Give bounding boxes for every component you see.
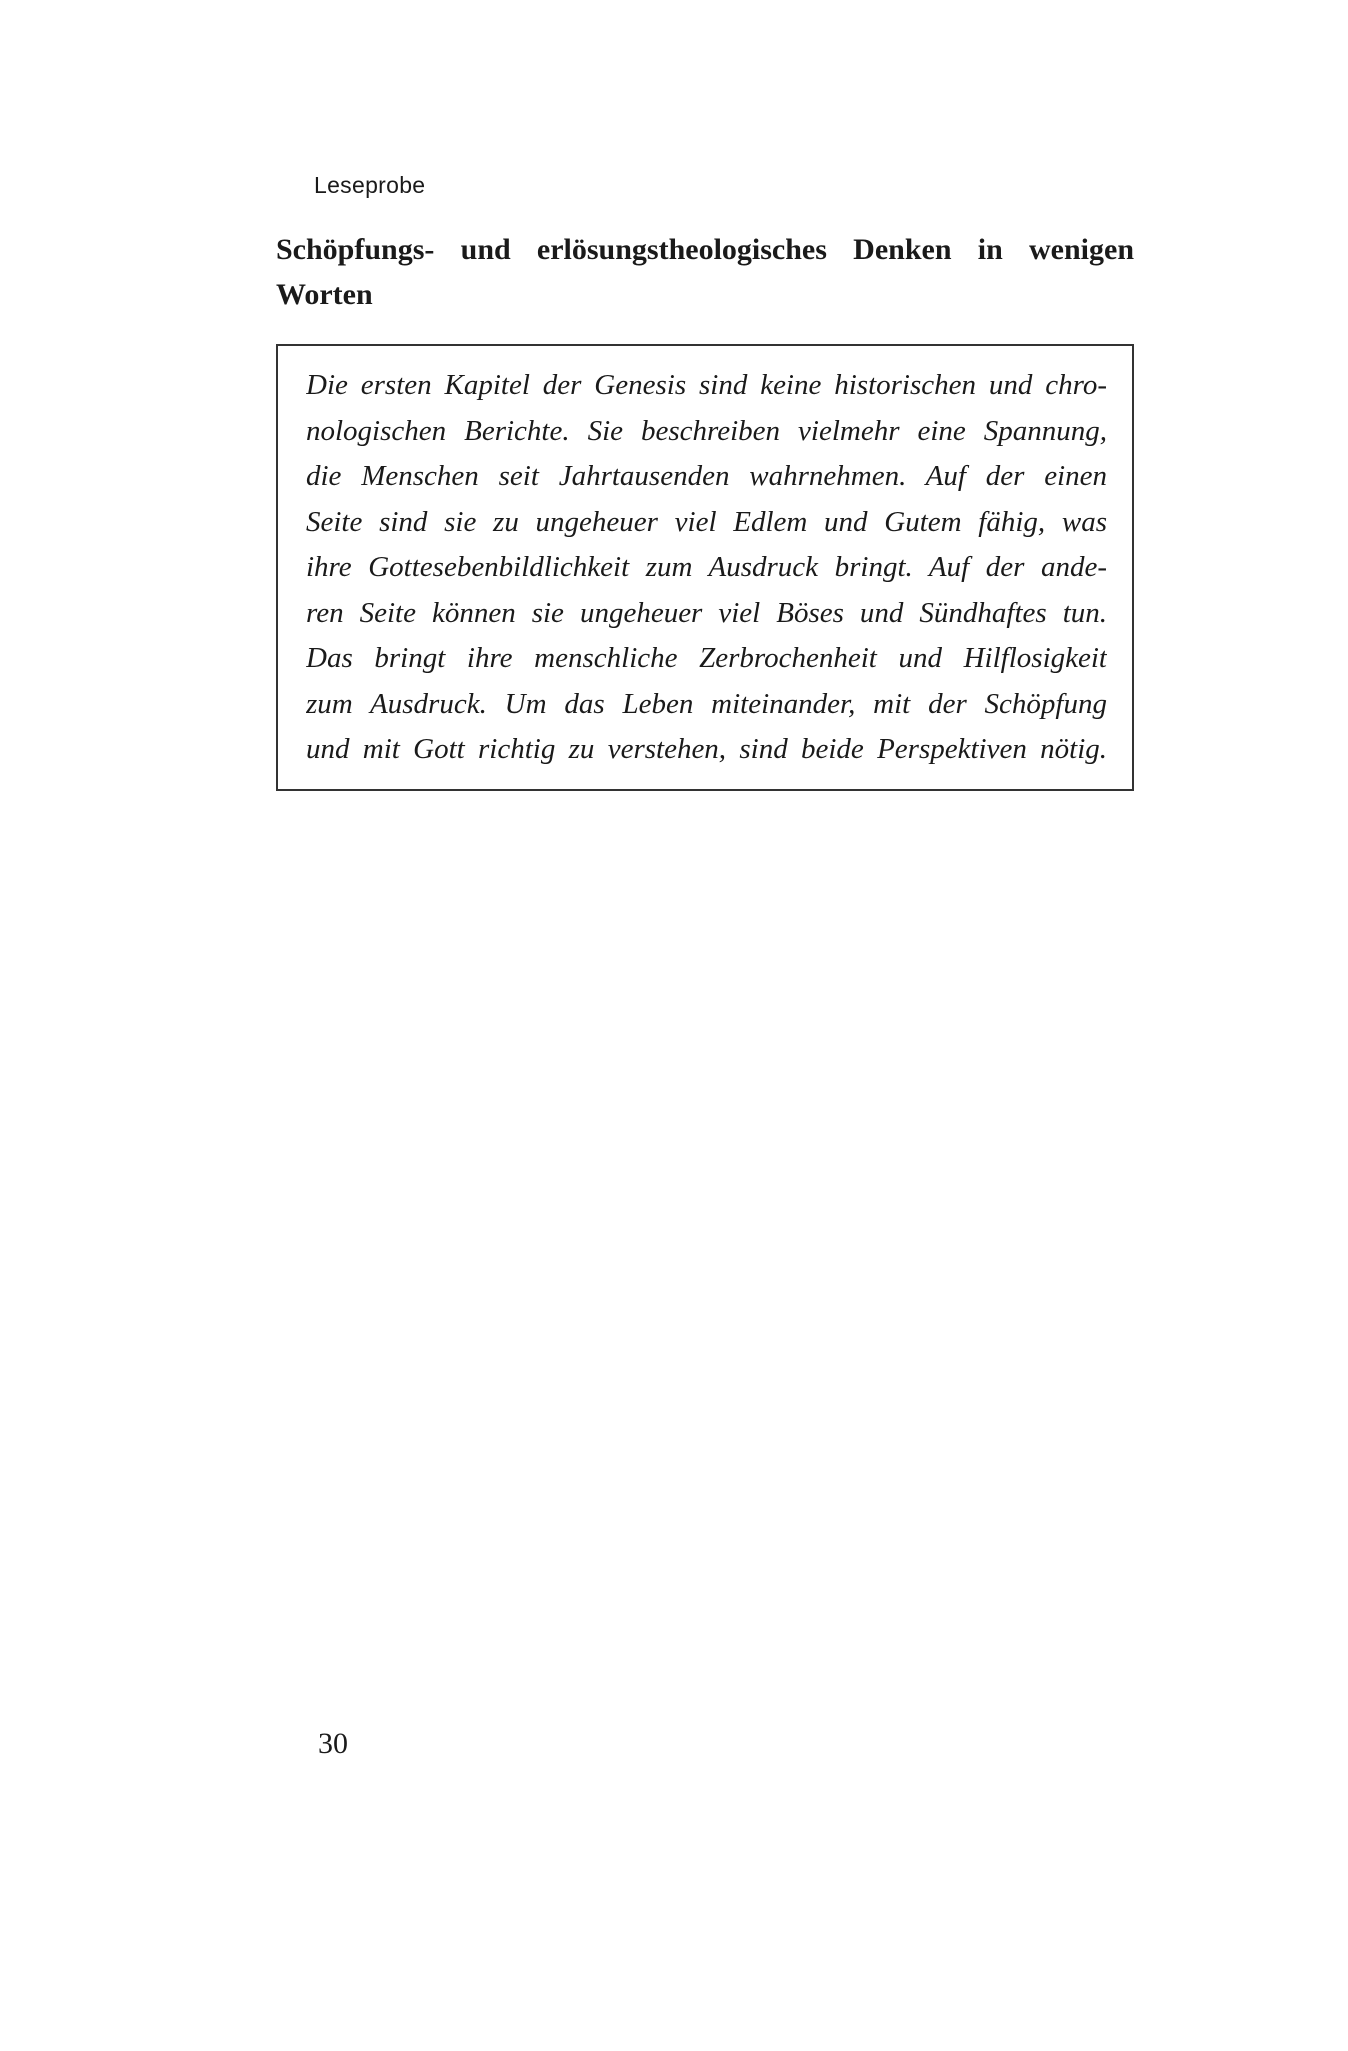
running-head: Leseprobe: [314, 172, 426, 198]
summary-box: [276, 344, 1134, 791]
summary-line: und mit Gott richtig zu verstehen, sind beide Perspektiven nötig.: [306, 733, 1107, 765]
section-heading-line: Worten: [276, 278, 373, 311]
summary-box-text: [306, 363, 1107, 773]
summary-line: nologischen Berichte. Sie beschreiben vielmehr eine Spannung,: [306, 414, 1107, 447]
section-heading: [276, 227, 1134, 317]
summary-line: Das bringt ihre menschliche Zerbrochenheit und Hilflosigkeit: [306, 642, 1107, 674]
summary-line: zum Ausdruck. Um das Leben miteinander, mit der Schöpfung: [306, 687, 1107, 720]
summary-line: Seite sind sie zu ungeheuer viel Edlem und Gutem fähig, was: [306, 505, 1107, 538]
summary-line: ren Seite können sie ungeheuer viel Böses und Sündhaftes tun.: [306, 596, 1107, 629]
summary-line: die Menschen seit Jahrtausenden wahrnehmen. Auf der einen: [306, 460, 1107, 492]
page-number: 30: [318, 1727, 348, 1760]
summary-line: Die ersten Kapitel der Genesis sind keine historischen und chro-: [306, 369, 1107, 401]
summary-line: ihre Gottesebenbildlichkeit zum Ausdruck bringt. Auf der ande-: [306, 551, 1107, 583]
section-heading-line: Schöpfungs- und erlösungstheologisches Denken in wenigen: [276, 233, 1134, 266]
